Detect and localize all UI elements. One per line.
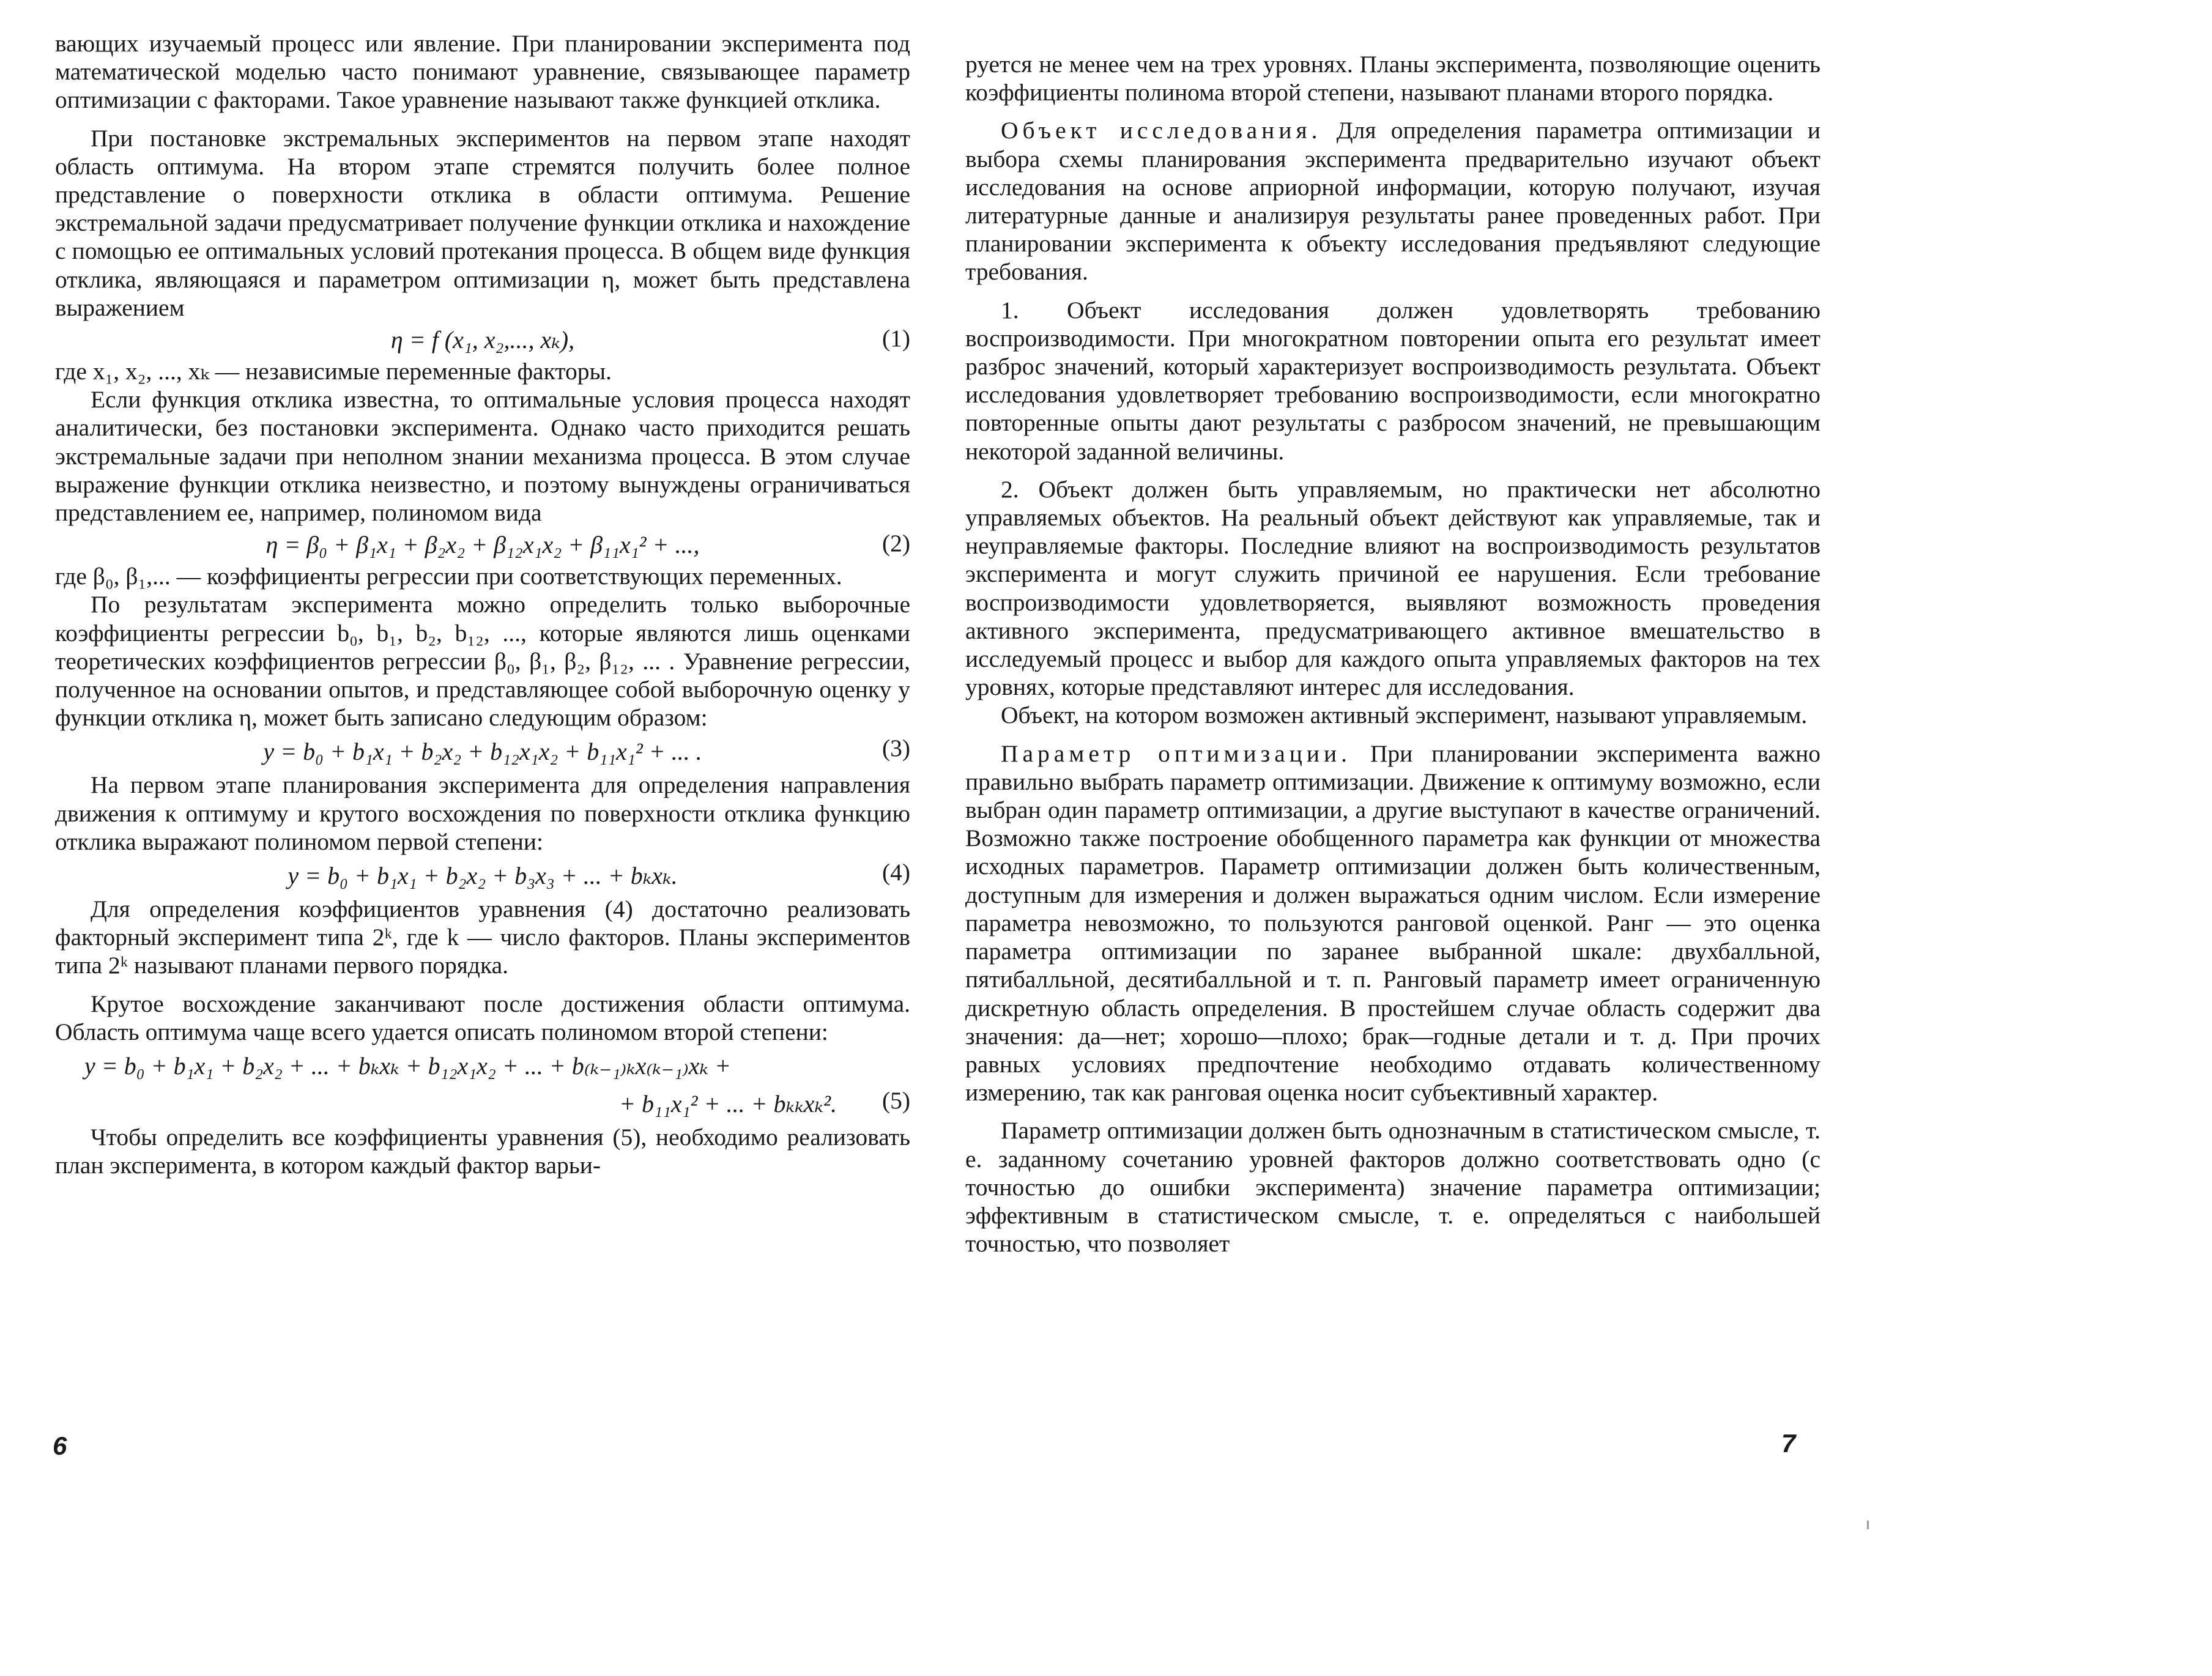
right-para-6-block	[965, 740, 1820, 1107]
left-para-8: Для определения коэффициентов уравнения (4) достаточно реализовать факторный эксперимент типа 2ᵏ, где k — число факторов. Планы экспериментов типа 2ᵏ называют планами первого порядка.	[55, 895, 910, 979]
equation-2	[55, 529, 910, 561]
equation-5b-expression: + b₁₁x₁² + ... + bₖₖxₖ².	[619, 1089, 837, 1118]
equation-2-expression: η = β₀ + β₁x₁ + β₂x₂ + β₁₂x₁x₂ + β₁₁x₁² + ...,	[265, 531, 700, 559]
left-para-6: По результатам эксперимента можно определить только выборочные коэффициенты регрессии b₀, b₁, b₂, b₁₂, ..., которые являются лишь оценками теоретических коэффициентов регрессии β₀, β₁, β₂, β₁₂, ... . Уравнение регрессии, полученное на основании опытов, и представляющее собой выборочную оценку y функции отклика η, может быть записано следующим образом:	[55, 591, 910, 732]
left-para-9: Крутое восхождение заканчивают после достижения области оптимума. Область оптимума чаще всего удается описать полиномом второй степени:	[55, 990, 910, 1045]
equation-3-expression: y = b₀ + b₁x₁ + b₂x₂ + b₁₂x₁x₂ + b₁₁x₁² + ... .	[263, 738, 702, 766]
equation-5-number: (5)	[881, 1087, 910, 1114]
equation-4-expression: y = b₀ + b₁x₁ + b₂x₂ + b₃x₃ + ... + bₖxₖ.	[288, 861, 678, 889]
left-para-2: При постановке экстремальных экспериментов на первом этапе находят область оптимума. На втором этапе стремятся получить более полное представление о поверхности отклика в области оптимума. Решение экстремальной задачи предусматривает получение функции отклика и нахождение с помощью ее оптимальных условий протекания процесса. В общем виде функция отклика, являющаяся и параметром оптимизации η, может быть представлена выражением	[55, 124, 910, 321]
right-page	[965, 50, 1820, 1258]
equation-1-expression: η = f (x₁, x₂,..., xₖ),	[390, 325, 575, 354]
equation-5-line-1	[55, 1048, 910, 1084]
equation-1-number: (1)	[881, 325, 910, 352]
left-page	[55, 29, 910, 1180]
equation-3	[55, 734, 910, 769]
left-para-7: На первом этапе планирования эксперимента для определения направления движения к оптимуму и крутого восхождения по поверхности отклика функцию отклика выражают полиномом первой степени:	[55, 771, 910, 855]
right-para-1: руется не менее чем на трех уровнях. Планы эксперимента, позволяющие оценить коэффициенты полинома второй степени, называют планами второго порядка.	[965, 51, 1820, 106]
heading-optimization-parameter: Параметр оптимизации.	[1001, 740, 1352, 767]
equation-5a-expression: y = b₀ + b₁x₁ + b₂x₂ + ... + bₖxₖ + b₁₂x₁x₂ + ... + b₍ₖ₋₁₎ₖx₍ₖ₋₁₎xₖ +	[84, 1051, 731, 1080]
left-para-1: вающих изучаемый процесс или явление. При планировании эксперимента под математической моделью часто понимают уравнение, связывающее параметр оптимизации с факторами. Такое уравнение называют также функцией отклика.	[55, 30, 910, 114]
right-para-3: 1. Объект исследования должен удовлетворять требованию воспроизводимости. При многократном повторении опыта его результат имеет разброс значений, который характеризует воспроизводимость результата. Объект исследования удовлетворяет требованию воспроизводимости, если многократно повторенные опыты дают результаты с разбросом значений, не превышающим некоторой заданной величины.	[965, 296, 1820, 465]
left-para-4: Если функция отклика известна, то оптимальные условия процесса находят аналитически, без постановки эксперимента. Однако часто приходится решать экстремальные задачи при неполном знании механизма процесса. В этом случае выражение функции отклика неизвестно, и поэтому вынуждены ограничиваться представлением ее, например, полиномом вида	[55, 386, 910, 527]
equation-4	[55, 858, 910, 894]
right-page-number: 7	[1781, 1429, 1796, 1458]
left-para-5: где β₀, β₁,... — коэффициенты регрессии при соответствующих переменных.	[55, 563, 842, 590]
equation-2-number: (2)	[881, 530, 910, 557]
right-para-6: При планировании эксперимента важно правильно выбрать параметр оптимизации. Движение к оптимуму возможно, если выбран один параметр оптимизации, а другие выступают в качестве ограничений. Возможно также построение обобщенного параметра как функции от множества исходных параметров. Параметр оптимизации должен быть количественным, доступным для измерения и должен выражаться одним числом. Если измерение параметра невозможно, то пользуются ранговой оценкой. Ранг — это оценка параметра оптимизации по заранее выбранной шкале: двухбалльной, пятибалльной, десятибалльной и т. п. Ранговый параметр имеет ограниченную дискретную область определения. В простейшем случае область содержит два значения: да—нет; хорошо—плохо; брак—годные детали и т. д. При прочих равных условиях предпочтение необходимо отдавать количественному измерению, так как ранговая оценка носит субъективный характер.	[965, 740, 1820, 1107]
equation-3-number: (3)	[881, 735, 910, 762]
heading-object-of-study: Объект исследования.	[1001, 117, 1322, 144]
right-para-4: 2. Объект должен быть управляемым, но практически нет абсолютно управляемых объектов. На реальный объект действуют как управляемые, так и неуправляемые факторы. Последние влияют на воспроизводимость результатов эксперимента и могут служить причиной ее нарушения. Если требование воспроизводимости удовлетворяется, выявляют возможность проведения активного эксперимента, предусматривающего активное вмешательство в исследуемый процесс и выбор для каждого опыта управляемых факторов на тех уровнях, которые представляют интерес для исследования.	[965, 475, 1820, 701]
scan-speck	[1867, 1521, 1869, 1529]
right-para-7: Параметр оптимизации должен быть однозначным в статистическом смысле, т. е. заданному сочетанию уровней факторов должно соответствовать одно (с точностью до ошибки эксперимента) значение параметра оптимизации; эффективным в статистическом смысле, т. е. определяться с наибольшей точностью, что позволяет	[965, 1117, 1820, 1258]
left-para-3: где x₁, x₂, ..., xₖ — независимые переменные факторы.	[55, 358, 612, 385]
left-page-number: 6	[53, 1431, 67, 1460]
right-para-2-block	[965, 116, 1820, 286]
right-para-2: Для определения параметра оптимизации и выбора схемы планирования эксперимента предварительно изучают объект исследования на основе априорной информации, которую получают, изучая литературные данные и анализируя результаты ранее проведенных работ. При планировании эксперимента к объекту исследования предъявляют следующие требования.	[965, 117, 1820, 286]
right-para-5: Объект, на котором возможен активный эксперимент, называют управляемым.	[1001, 702, 1808, 729]
equation-1	[55, 324, 910, 356]
equation-5-line-2	[55, 1086, 910, 1122]
left-para-10: Чтобы определить все коэффициенты уравнения (5), необходимо реализовать план эксперимента, в котором каждый фактор варьи-	[55, 1124, 910, 1179]
equation-4-number: (4)	[881, 859, 910, 886]
